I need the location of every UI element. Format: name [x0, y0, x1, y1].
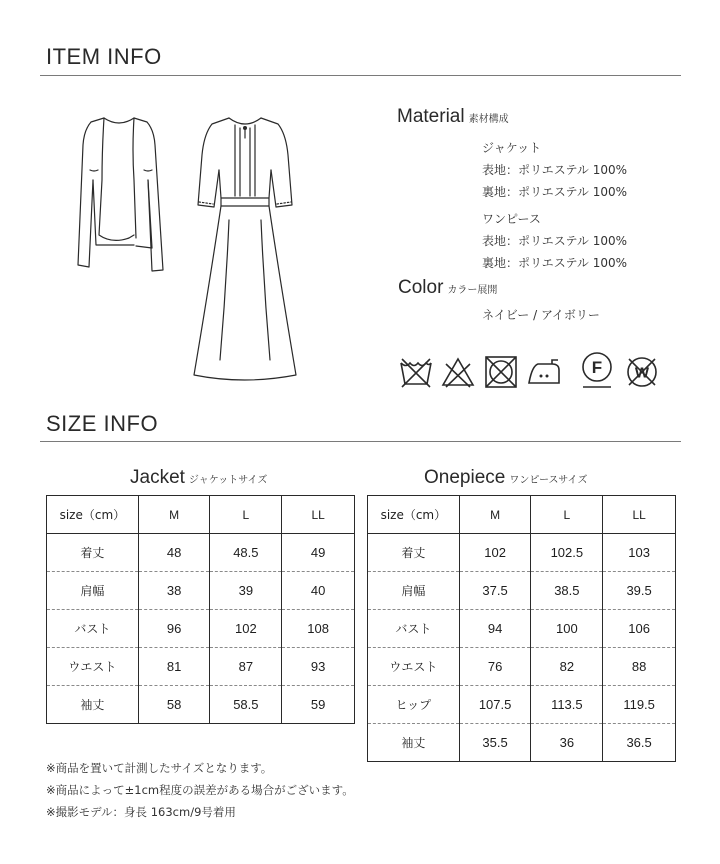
color-subheading: カラー展開 — [447, 285, 498, 296]
table-row — [47, 648, 355, 686]
table-cell: 119.5 — [603, 686, 676, 724]
row-label: 着丈 — [368, 534, 460, 572]
table-cell: 108 — [282, 610, 355, 648]
table-cell: 37.5 — [459, 572, 531, 610]
table-cell: 38 — [138, 572, 210, 610]
table-cell: 40 — [282, 572, 355, 610]
table-cell: 48.5 — [210, 534, 282, 572]
row-label: ウエスト — [47, 648, 139, 686]
material-onepiece-lining: 裏地：ポリエステル 100% — [482, 256, 628, 270]
material-jacket-lining: 裏地：ポリエステル 100% — [482, 185, 628, 199]
table-cell: 82 — [531, 648, 603, 686]
row-label: バスト — [47, 610, 139, 648]
table-cell: 88 — [603, 648, 676, 686]
table-cell: 58 — [138, 686, 210, 724]
table-cell: 106 — [603, 610, 676, 648]
no-wash-icon — [398, 354, 434, 390]
table-cell: 49 — [282, 534, 355, 572]
table-cell: 102.5 — [531, 534, 603, 572]
table-row — [368, 686, 676, 724]
material-heading: Material 素材構成 — [397, 106, 509, 127]
table-row — [368, 648, 676, 686]
svg-text:W: W — [634, 364, 650, 382]
onepiece-drawing-icon — [194, 118, 296, 380]
table-cell: 36 — [531, 724, 603, 762]
table-row — [368, 572, 676, 610]
table-cell: 58.5 — [210, 686, 282, 724]
item-info-title: ITEM INFO — [46, 44, 162, 69]
table-cell: 100 — [531, 610, 603, 648]
svg-text:F: F — [591, 358, 603, 377]
header-cell: LL — [282, 496, 355, 534]
header-cell: L — [210, 496, 282, 534]
header-cell: M — [138, 496, 210, 534]
table-cell: 102 — [459, 534, 531, 572]
table-header-row — [368, 496, 676, 534]
material-onepiece-outer: 表地：ポリエステル 100% — [482, 234, 628, 248]
table-cell: 59 — [282, 686, 355, 724]
color-values: ネイビー / アイボリー — [482, 308, 600, 322]
material-onepiece-label: ワンピース — [482, 212, 541, 226]
table-cell: 94 — [459, 610, 531, 648]
no-bleach-icon — [440, 354, 476, 390]
row-label: 着丈 — [47, 534, 139, 572]
table-cell: 103 — [603, 534, 676, 572]
row-label: 袖丈 — [47, 686, 139, 724]
table-row — [47, 572, 355, 610]
table-cell: 36.5 — [603, 724, 676, 762]
note-model: ※撮影モデル：身長 163cm/9号着用 — [46, 805, 236, 819]
table-cell: 48 — [138, 534, 210, 572]
table-row — [368, 724, 676, 762]
table-row — [368, 610, 676, 648]
material-jacket-label: ジャケット — [482, 141, 542, 155]
table-cell: 39 — [210, 572, 282, 610]
header-cell: LL — [603, 496, 676, 534]
jacket-size-table — [46, 495, 355, 724]
table-cell: 87 — [210, 648, 282, 686]
onepiece-size-table — [367, 495, 676, 762]
table-cell: 81 — [138, 648, 210, 686]
table-row — [47, 686, 355, 724]
item-info-divider — [40, 75, 681, 76]
table-cell: 113.5 — [531, 686, 603, 724]
row-label: 肩幅 — [47, 572, 139, 610]
header-cell: size（cm） — [47, 496, 139, 534]
row-label: 袖丈 — [368, 724, 460, 762]
no-tumble-dry-icon — [483, 354, 519, 390]
row-label: ヒップ — [368, 686, 460, 724]
onepiece-table-subtitle: ワンピースサイズ — [509, 475, 588, 486]
table-row — [47, 534, 355, 572]
size-info-title: SIZE INFO — [46, 411, 159, 436]
row-label: バスト — [368, 610, 460, 648]
material-jacket-outer: 表地：ポリエステル 100% — [482, 163, 628, 177]
table-cell: 96 — [138, 610, 210, 648]
header-cell: L — [531, 496, 603, 534]
table-cell: 93 — [282, 648, 355, 686]
table-cell: 38.5 — [531, 572, 603, 610]
table-cell: 39.5 — [603, 572, 676, 610]
jacket-table-subtitle: ジャケットサイズ — [188, 475, 268, 486]
row-label: ウエスト — [368, 648, 460, 686]
onepiece-table-title: Onepiece ワンピースサイズ — [424, 467, 588, 488]
jacket-drawing-icon — [78, 118, 163, 271]
no-wet-clean-icon — [624, 354, 660, 390]
header-cell: size（cm） — [368, 496, 460, 534]
garment-illustration — [74, 110, 334, 385]
table-cell: 76 — [459, 648, 531, 686]
size-info-divider — [40, 441, 681, 442]
note-measurement: ※商品を置いて計測したサイズとなります。 — [46, 761, 273, 775]
jacket-table-title: Jacket ジャケットサイズ — [130, 467, 268, 488]
table-header-row — [47, 496, 355, 534]
iron-low-icon — [526, 354, 562, 390]
material-subheading: 素材構成 — [468, 114, 509, 125]
dry-clean-f-icon — [578, 350, 616, 390]
table-cell: 102 — [210, 610, 282, 648]
note-tolerance: ※商品によって±1cm程度の誤差がある場合がございます。 — [46, 783, 354, 797]
table-row — [47, 610, 355, 648]
color-heading: Color カラー展開 — [398, 277, 498, 298]
row-label: 肩幅 — [368, 572, 460, 610]
table-cell: 35.5 — [459, 724, 531, 762]
table-row — [368, 534, 676, 572]
table-cell: 107.5 — [459, 686, 531, 724]
header-cell: M — [459, 496, 531, 534]
